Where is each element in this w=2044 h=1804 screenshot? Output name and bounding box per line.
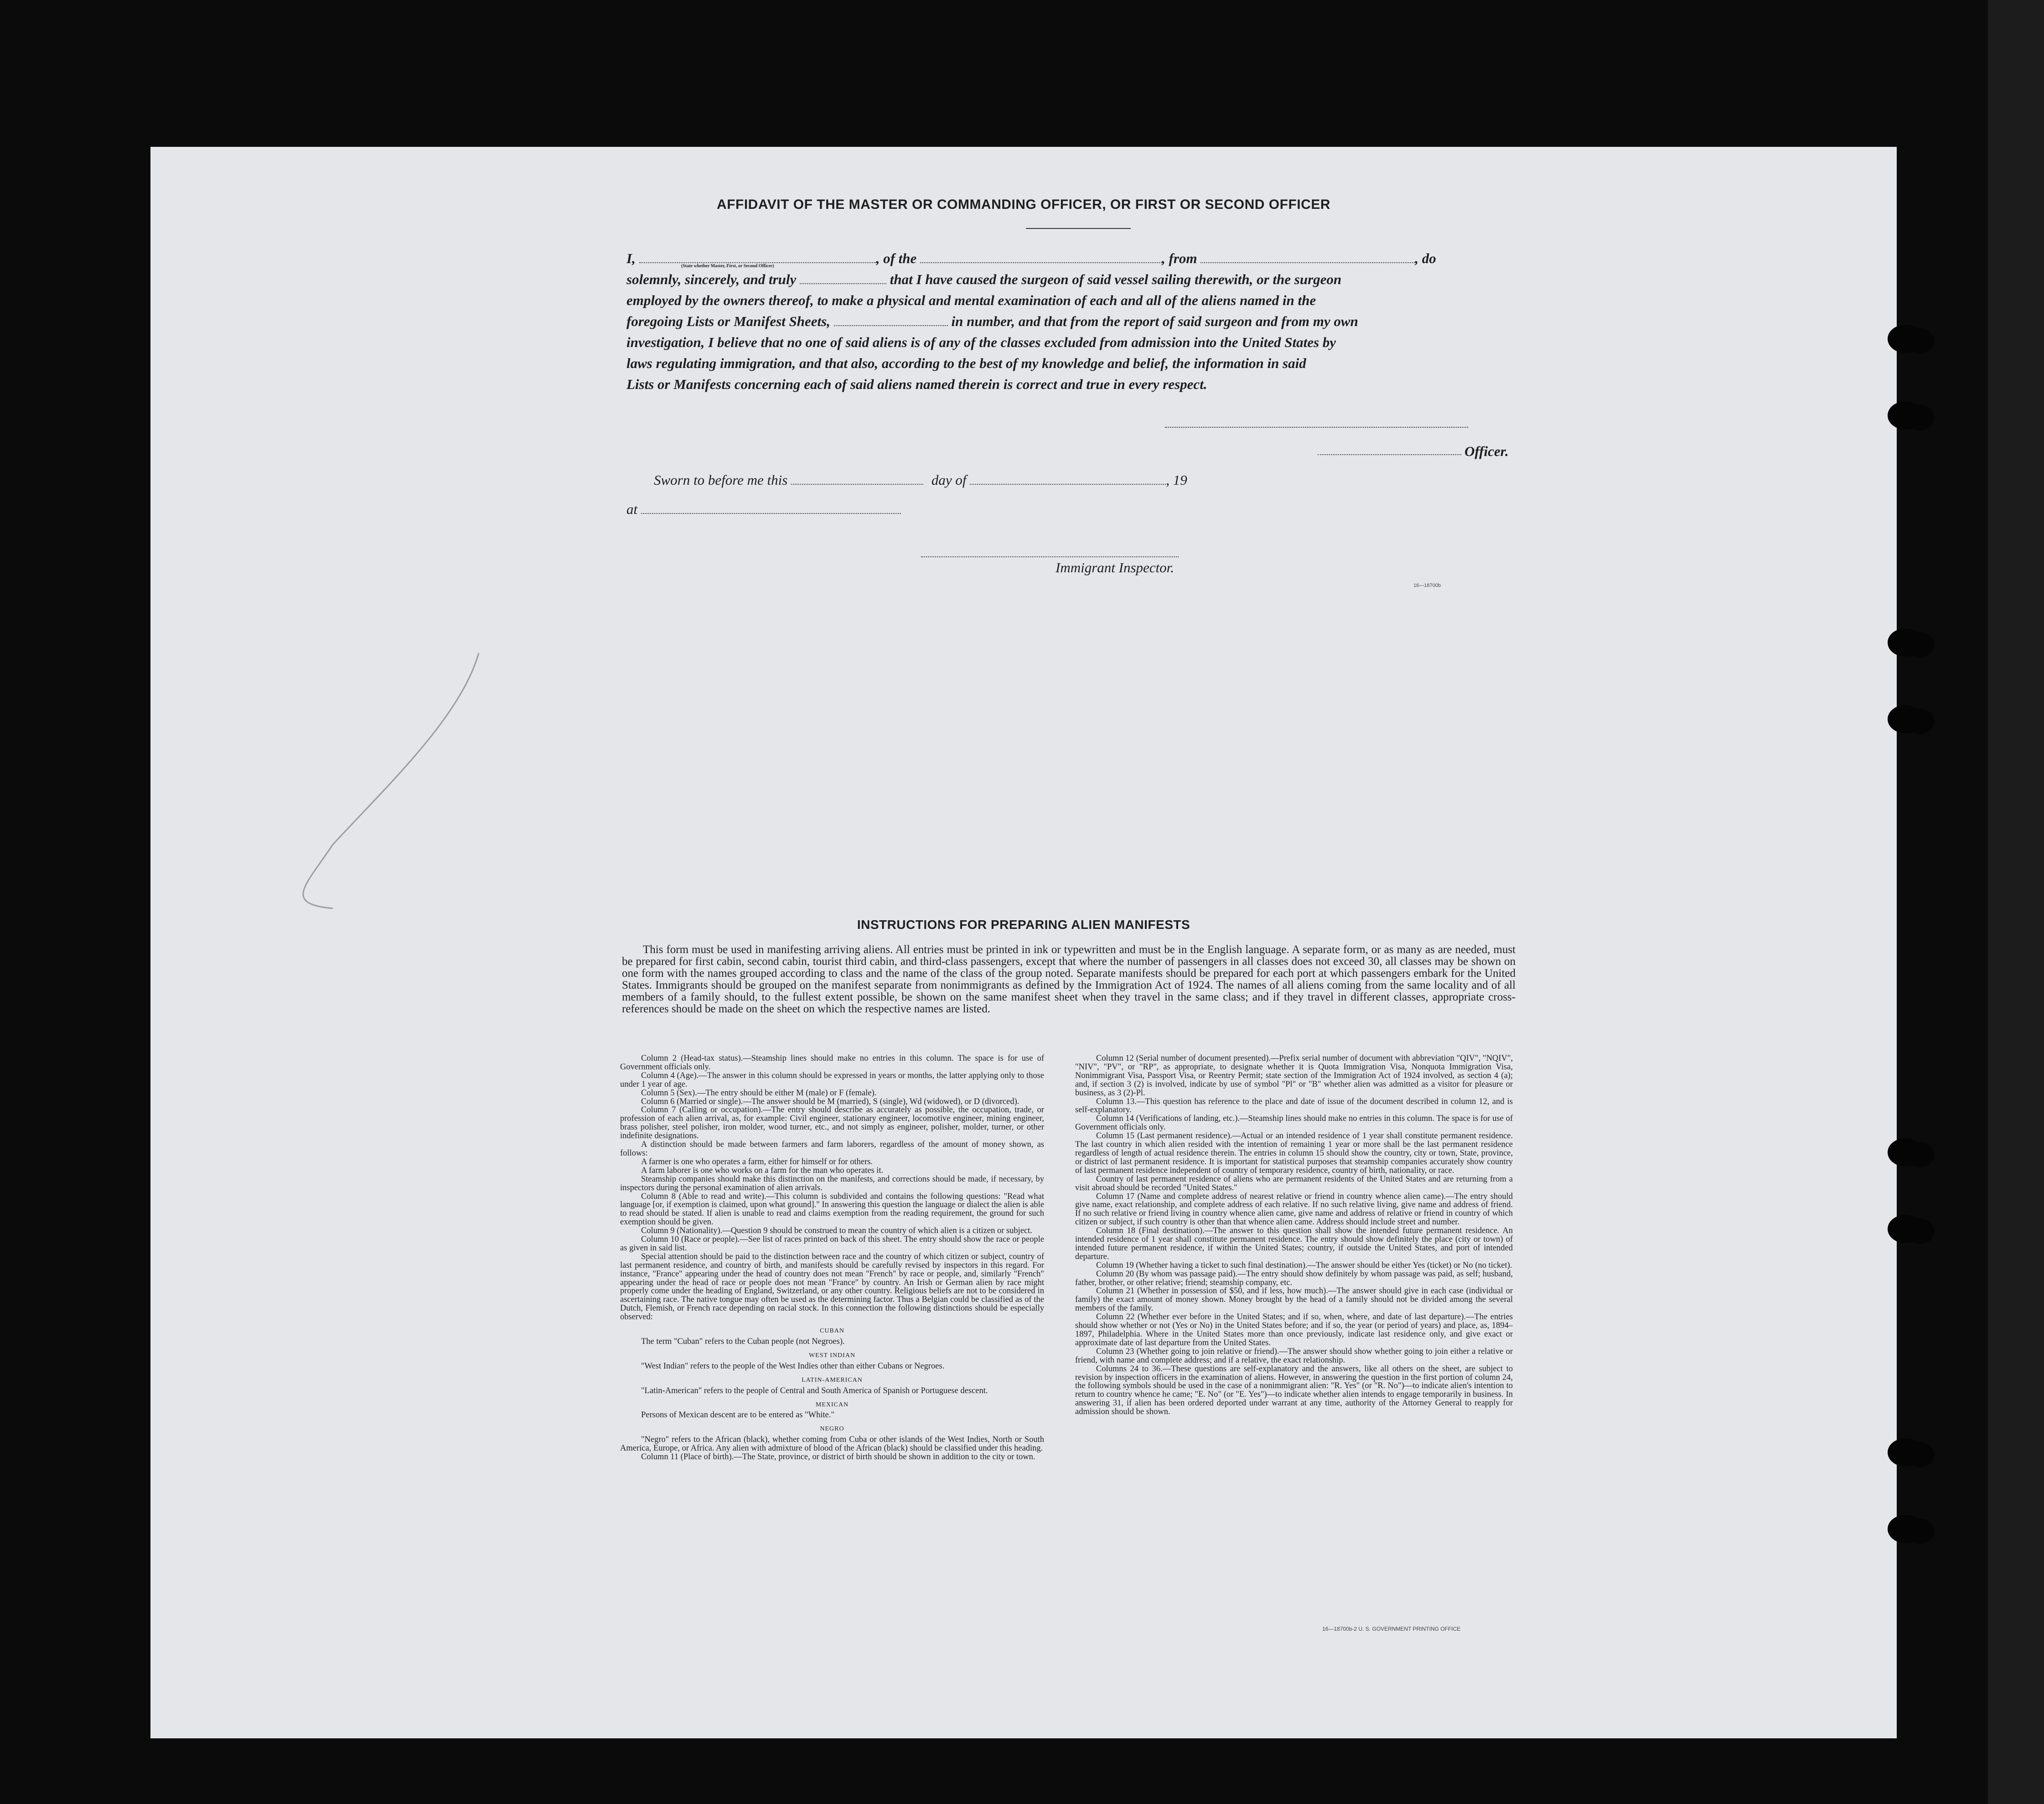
cuban-text: The term "Cuban" refers to the Cuban people (not Negroes). (641, 1337, 845, 1346)
heading-cuban: CUBAN (819, 1327, 844, 1335)
affidavit-from: , from (1162, 250, 1197, 266)
officer-title-line[interactable] (1318, 454, 1461, 455)
heading-negro: NEGRO (820, 1426, 844, 1433)
latin-american-text: "Latin-American" refers to the people of Central and South America of Spanish or Portuguese descent. (641, 1386, 988, 1395)
affidavit-line2b: that I have caused the surgeon of said vessel sailing therewith, or the surgeon (890, 271, 1342, 287)
departure-port-field[interactable] (1201, 260, 1415, 263)
binder-hole (1888, 401, 1923, 430)
right-col-para: Columns 24 to 36.—These questions are self-explanatory and the answers, like all others on the sheet, are subject to revision by inspection officers in the examination of aliens. However, in answering the question in the first portion of column 24, the following symbols should be used in the case of a nonimmigrant alien: "R. Yes" (or "R. No")—to indicate alien's intention to return to country whence he came; "E. No" (or "E. Yes")—to indicate whether alien intends to engage temporarily in business. In answering 31, if alien has been ordered deported under warrant at any time, authority of the Attorney General to reapply for admission should be shown. (1075, 1364, 1513, 1417)
binder-hole (1888, 705, 1923, 733)
left-col-para: Column 4 (Age).—The answer in this column should be expressed in years or months, the latter applying only to those under 1 year of age. (620, 1071, 1044, 1089)
sworn-dayof: day of (931, 472, 967, 488)
binder-hole (1888, 1138, 1923, 1166)
right-col-para: Country of last permanent residence of aliens who are permanent residents of the United States and are returning from a visit abroad should be recorded "United States." (1075, 1174, 1513, 1192)
instructions-right-column (1075, 1054, 1513, 1416)
affidavit-of: , of the (876, 250, 917, 266)
right-col-para: Column 17 (Name and complete address of nearest relative or friend in country whence alien came).—The entry should give name, exact relationship, and complete address of each relative. If no such relative living, give name and address of friend. If no such relative or friend living in country whence alien came, give name and address of relative or friend in country of which citizen or subject, if such country is other than that whence alien came. Address should include street and number. (1075, 1192, 1513, 1227)
inspector-label: Immigrant Inspector. (1056, 560, 1175, 575)
sworn-row (654, 470, 1187, 491)
officer-rank-field[interactable] (639, 260, 876, 263)
affidavit-line7: Lists or Manifests concerning each of said aliens named therein is correct and true in every respect. (626, 376, 1207, 392)
sworn-place-field[interactable] (641, 511, 901, 514)
right-col-para: Column 14 (Verifications of landing, etc.).—Steamship lines should make no entries in this column. The space is for use of Government officials only. (1075, 1114, 1513, 1132)
affidavit-i: I, (626, 250, 636, 266)
affidavit-line4a: foregoing Lists or Manifest Sheets, (626, 313, 830, 329)
sheet-count-field[interactable] (834, 323, 948, 326)
affidavit-line6: laws regulating immigration, and that also, according to the best of my knowledge and belief, the information in said (626, 355, 1306, 371)
affidavit-line3: employed by the owners thereof, to make a physical and mental examination of each and all of the aliens named in the (626, 292, 1316, 308)
title-rule (1026, 228, 1131, 229)
printing-office-footer: 16—18700b-2 U. S. GOVERNMENT PRINTING OFFICE (1322, 1626, 1461, 1632)
officer-signature-line[interactable] (1165, 427, 1468, 428)
left-col-para: Column 8 (Able to read and write).—This column is subdivided and contains the following questions: "Read what language [or, if exemption is claimed, upon what ground]." In answering this question the language or dialect the alien is able to read should be stated. If alien is unable to read and claims exemption from the reading requirement, the ground for such exemption should be given. (620, 1192, 1045, 1227)
binder-hole (1888, 325, 1923, 353)
affidavit-line5: investigation, I believe that no one of said aliens is of any of the classes excluded from admission into the United States by (626, 334, 1336, 350)
at-label: at (626, 501, 638, 517)
heading-mexican: MEXICAN (815, 1401, 849, 1408)
affidavit-do: , do (1415, 250, 1436, 266)
officer-label: Officer. (1464, 443, 1509, 459)
heading-latin-american: LATIN-AMERICAN (802, 1376, 863, 1384)
negro-text: "Negro" refers to the African (black), whether coming from Cuba or other islands of the West Indies, North or South America, Europe, or Africa. Any alien with admixture of blood of the African (black) should be classified under this heading. (620, 1435, 1044, 1453)
left-col-para: Column 6 (Married or single).—The answer should be M (married), S (single), Wd (widowed), or D (divorced). (641, 1097, 1019, 1106)
binder-hole (1888, 1515, 1923, 1543)
left-col-para: Column 2 (Head-tax status).—Steamship lines should make no entries in this column. The space is for use of Government officials only. (620, 1054, 1044, 1072)
affidavit-body (626, 248, 1652, 395)
instructions-intro: This form must be used in manifesting arriving aliens. All entries must be printed in ink or typewritten and must be in the English language. A separate form, or as many as are needed, must be prepared for first cabin, second cabin, tourist third cabin, and third-class passengers, except that where the number of passengers in all classes does not exceed 30, all classes may be shown on one form with the names grouped according to class and the name of the class of the group noted. Separate manifests should be prepared for each port at which passengers embark for the United States. Immigrants should be grouped on the manifest separate from nonimmigrants as defined by the Immigration Act of 1924. The names of all aliens coming from the same locality and of all members of a family should, to the fullest extent possible, be shown on the same manifest sheet when they travel in the same class; and if they travel in different classes, appropriate cross-references should be made on the sheet on which the respective names are listed. (622, 943, 1516, 1015)
binder-hole (1888, 628, 1923, 657)
west-indian-text: "West Indian" refers to the people of the West Indies other than either Cubans or Negroes. (641, 1361, 945, 1371)
affidavit-title: AFFIDAVIT OF THE MASTER OR COMMANDING OFFICER, OR FIRST OR SECOND OFFICER (717, 197, 1330, 212)
right-col-para: Column 18 (Final destination).—The answer to this question shall show the intended future permanent residence. An intended residence of 1 year shall constitute permanent residence. The entry should show definitely the place (city or town) of intended future permanent residence, if within the United States; country, if outside the United States, and port of intended departure. (1075, 1226, 1513, 1261)
affidavit-line4b: in number, and that from the report of said surgeon and from my own (951, 313, 1358, 329)
mexican-text: Persons of Mexican descent are to be entered as "White." (641, 1410, 835, 1420)
left-col-para: Column 9 (Nationality).—Question 9 should be construed to mean the country of which alien is a citizen or subject. (641, 1226, 1033, 1236)
binder-hole (1888, 1215, 1923, 1243)
vessel-name-field[interactable] (920, 260, 1162, 263)
document-page (150, 147, 1897, 1738)
binder-hole (1888, 1438, 1923, 1467)
scanner-border-right (1988, 0, 2044, 1804)
heading-west-indian: WEST INDIAN (808, 1352, 856, 1359)
right-col-para: Column 20 (By whom was passage paid).—The entry should show definitely by whom passage was paid, as self; husband, father, brother, or other relative; friend; steamship company, etc. (1075, 1269, 1513, 1287)
sworn-text: Sworn to before me this (654, 472, 788, 488)
left-col-para: A distinction should be made between farmers and farm laborers, regardless of the amount of money shown, as follows: (620, 1140, 1044, 1158)
left-col-para: Column 7 (Calling or occupation).—The entry should describe as accurately as possible, the occupation, trade, or profession of each alien arrival, as, for example: Civil engineer, stationary engineer, locomotive engineer, mining engineer, brass polisher, steel polisher, iron molder, wood turner, etc., and not simply as engineer, polisher, molder, turner, or other indefinite designations. (620, 1105, 1044, 1141)
right-col-para: Column 22 (Whether ever before in the United States; and if so, when, where, and date of last departure).—The entries should show whether or not (Yes or No) in the United States before; and if so, the year (or period of years) and place, as, 1894–1897, Philadelphia. Where in the United States more than once previously, indicate last residence only, and give exact or approximate date of last departure from the United States. (1075, 1312, 1513, 1348)
right-col-para: Column 12 (Serial number of document presented).—Prefix serial number of document with abbreviation "QIV", "NQIV", "NIV", "PV", or "RP", as appropriate, to designate whether it is Quota Immigration Visa, Nonquota Immigration Visa, Nonimmigrant Visa, Passport Visa, or Reentry Permit; state section of the Immigration Act of 1924 involved, as section 4 (a); and, if section 3 (2) is involved, indicate by use of symbol "Pl" or "B" whether alien was admitted as a visitor for pleasure or business, as 3 (2)-Pl. (1075, 1054, 1513, 1098)
right-col-para: Column 13.—This question has reference to the place and date of issue of the document described in column 12, and is self-explanatory. (1075, 1097, 1513, 1115)
affirmation-field[interactable] (800, 281, 886, 284)
right-col-para: Column 19 (Whether having a ticket to such final destination).—The answer should be either Yes (ticket) or No (no ticket). (1096, 1260, 1512, 1270)
column-11-text: Column 11 (Place of birth).—The State, province, or district of birth should be shown in addition to the city or town. (641, 1452, 1035, 1462)
left-col-para: Column 5 (Sex).—The entry should be either M (male) or F (female). (641, 1088, 877, 1098)
right-col-para: Column 21 (Whether in possession of $50, and if less, how much).—The answer should give in each case (individual or family) the exact amount of money shown. Money brought by the head of a family should not be divided among the several members of the family. (1075, 1286, 1513, 1313)
at-row (626, 499, 901, 520)
affidavit-line2a: solemnly, sincerely, and truly (626, 271, 797, 287)
left-col-para: A farm laborer is one who works on a farm for the man who operates it. (641, 1166, 884, 1175)
instructions-title: INSTRUCTIONS FOR PREPARING ALIEN MANIFESTS (857, 918, 1190, 932)
sworn-year-prefix: , 19 (1166, 472, 1187, 488)
left-col-para: A farmer is one who operates a farm, either for himself or for others. (641, 1157, 873, 1166)
form-number: 16—18700b (1413, 583, 1441, 588)
left-col-para: Steamship companies should make this distinction on the manifests, and corrections should be made, if necessary, by inspectors during the personal examination of alien arrivals. (620, 1174, 1044, 1192)
left-col-para: Column 10 (Race or people).—See list of races printed on back of this sheet. The entry should show the race or people as given in said list. (620, 1235, 1044, 1253)
right-col-para: Column 23 (Whether going to join relative or friend).—The answer should show whether going to join either a relative or friend, with name and complete address; and if a relative, the exact relationship. (1075, 1347, 1513, 1365)
pencil-mark (278, 648, 488, 959)
officer-rank-note: (State whether Master, First, or Second Officer) (681, 264, 774, 269)
instructions-left-column (620, 1054, 1044, 1462)
sworn-month-field[interactable] (970, 482, 1166, 485)
right-col-para: Column 15 (Last permanent residence).—Actual or an intended residence of 1 year shall constitute permanent residence. The last country in which alien resided with the intention of remaining 1 year or more shall be the last permanent residence regardless of length of actual residence therein. The entries in column 15 should show the country, city or town, State, province, or district of last permanent residence. It is important for statistical purposes that steamship companies accurately show country of last permanent residence independent of country of temporary residence, country of birth, nationality, or race. (1075, 1131, 1513, 1175)
left-col-para: Special attention should be paid to the distinction between race and the country of which citizen or subject, country of last permanent residence, and country of birth, and manifests should be carefully revised by inspectors in this regard. For instance, "France" appearing under the head of country does not mean "French" by race or people, and, similarly "French" appearing under the head of race or people does not mean "France" by country. An Irish or German alien by race might properly come under the heading of England, Switzerland, or any other country. Religious beliefs are not to be considered in ascertaining race. The native tongue may often be used as the determining factor. Thus a Belgian could be classified as of the Dutch, Flemish, or French race depending on racial stock. In this connection the following distinctions should be especially observed: (620, 1252, 1044, 1322)
sworn-day-field[interactable] (791, 482, 923, 485)
